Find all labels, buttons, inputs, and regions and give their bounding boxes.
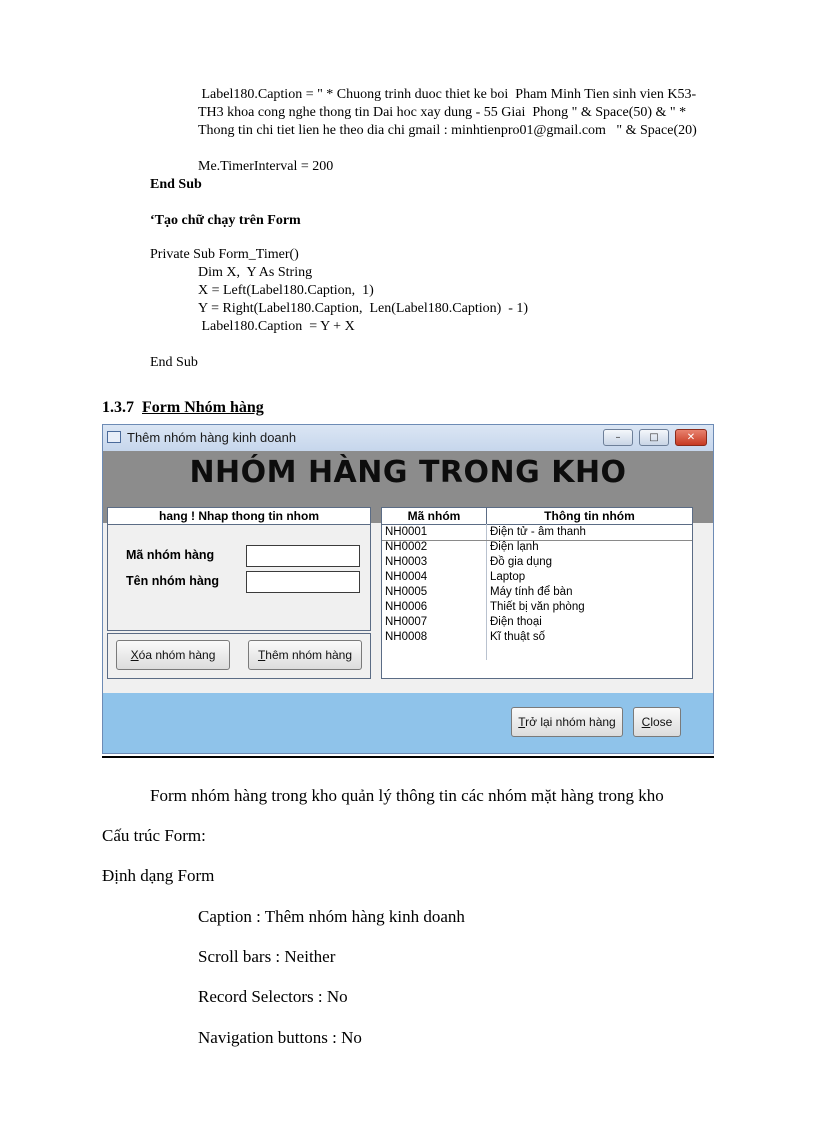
cell-thong-tin: Điện lạnh (490, 541, 539, 553)
code-line: Thong tin chi tiet lien he theo dia chi gmail : minhtienpro01@gmail.com " & Space(20) (198, 123, 697, 138)
structure-heading: Cấu trúc Form: (102, 826, 206, 845)
property-caption: Caption : Thêm nhóm hàng kinh doanh (198, 907, 465, 926)
minimize-icon[interactable]: – (603, 429, 633, 446)
cell-thong-tin: Thiết bị văn phòng (490, 601, 585, 613)
code-line: Label180.Caption = " * Chuong trinh duoc thiet ke boi Pham Minh Tien sinh vien K53- (198, 87, 697, 102)
section-number: 1.3.7 (102, 399, 134, 416)
ma-nhom-label: Mã nhóm hàng (126, 548, 215, 562)
close-form-button[interactable] (633, 707, 681, 737)
list-rows (382, 525, 692, 645)
code-sub-declaration: Private Sub Form_Timer() (150, 247, 299, 262)
cell-ma-nhom: NH0003 (385, 556, 428, 568)
code-line: Label180.Caption = Y + X (198, 319, 355, 334)
table-row[interactable] (382, 615, 692, 630)
ma-nhom-input[interactable] (246, 545, 360, 567)
code-line: TH3 khoa cong nghe thong tin Dai hoc xay dung - 55 Giai Phong " & Space(50) & " * (198, 105, 687, 120)
property-navigation-buttons: Navigation buttons : No (198, 1028, 362, 1047)
delete-accel: X (130, 648, 139, 662)
window-titlebar (103, 425, 713, 451)
cell-ma-nhom: NH0008 (385, 631, 428, 643)
delete-group-button[interactable] (116, 640, 230, 670)
table-row[interactable] (382, 600, 692, 615)
add-label: hêm nhóm hàng (265, 648, 353, 662)
cell-ma-nhom: NH0002 (385, 541, 428, 553)
cell-ma-nhom: NH0007 (385, 616, 428, 628)
table-row[interactable] (382, 540, 692, 555)
section-heading (102, 399, 264, 417)
window-title: Thêm nhóm hàng kinh doanh (127, 430, 297, 445)
code-line: Me.TimerInterval = 200 (198, 159, 334, 174)
table-row[interactable] (382, 555, 692, 570)
back-label: rở lại nhóm hàng (525, 715, 616, 729)
form-footer (103, 693, 713, 753)
cell-thong-tin: Đồ gia dụng (490, 556, 553, 568)
table-row[interactable] (382, 525, 692, 540)
cell-ma-nhom: NH0004 (385, 571, 428, 583)
column-header-info[interactable]: Thông tin nhóm (544, 509, 635, 523)
code-line: Y = Right(Label180.Caption, Len(Label180.Caption) - 1) (198, 301, 529, 316)
add-accel: T (257, 648, 266, 662)
back-to-groups-button[interactable] (511, 707, 623, 737)
code-end-sub: End Sub (150, 177, 202, 192)
cell-ma-nhom: NH0005 (385, 586, 428, 598)
column-header-ma[interactable]: Mã nhóm (382, 508, 487, 524)
cell-ma-nhom: NH0001 (385, 526, 428, 538)
code-line: X = Left(Label180.Caption, 1) (198, 283, 374, 298)
button-panel (107, 633, 371, 679)
ten-nhom-input[interactable] (246, 571, 360, 593)
close-icon[interactable]: ✕ (675, 429, 707, 446)
description-paragraph: Form nhóm hàng trong kho quản lý thông tin các nhóm mặt hàng trong kho (150, 786, 664, 805)
table-row[interactable] (382, 570, 692, 585)
cell-ma-nhom: NH0006 (385, 601, 428, 613)
figure-rule (102, 756, 714, 758)
delete-label: óa nhóm hàng (138, 648, 216, 662)
input-panel (107, 507, 371, 631)
form-window (102, 424, 714, 754)
marquee-label: hang ! Nhap thong tin nhom (108, 508, 370, 525)
close-accel: C (641, 715, 651, 729)
property-record-selectors: Record Selectors : No (198, 987, 348, 1006)
ten-nhom-label: Tên nhóm hàng (126, 574, 220, 588)
maximize-icon[interactable]: □ (639, 429, 669, 446)
code-end-sub: End Sub (150, 355, 198, 370)
form-header-title: NHÓM HÀNG TRONG KHO (189, 455, 627, 490)
close-label: lose (650, 715, 673, 729)
table-row[interactable] (382, 585, 692, 600)
property-scroll-bars: Scroll bars : Neither (198, 947, 336, 966)
table-row[interactable] (382, 630, 692, 645)
format-heading: Định dạng Form (102, 866, 215, 885)
code-line: Dim X, Y As String (198, 265, 313, 280)
add-group-button[interactable] (248, 640, 362, 670)
cell-thong-tin: Máy tính để bàn (490, 586, 573, 598)
cell-thong-tin: Laptop (490, 571, 526, 583)
form-icon (107, 431, 121, 443)
cell-thong-tin: Điện tử - âm thanh (490, 526, 586, 538)
cell-thong-tin: Kĩ thuật số (490, 631, 545, 643)
section-title: Form Nhóm hàng (142, 399, 264, 416)
list-header (382, 508, 692, 525)
cell-thong-tin: Điện thoại (490, 616, 542, 628)
group-list[interactable] (381, 507, 693, 679)
code-comment: ‘Tạo chữ chạy trên Form (150, 213, 301, 228)
back-accel: T (518, 715, 526, 729)
